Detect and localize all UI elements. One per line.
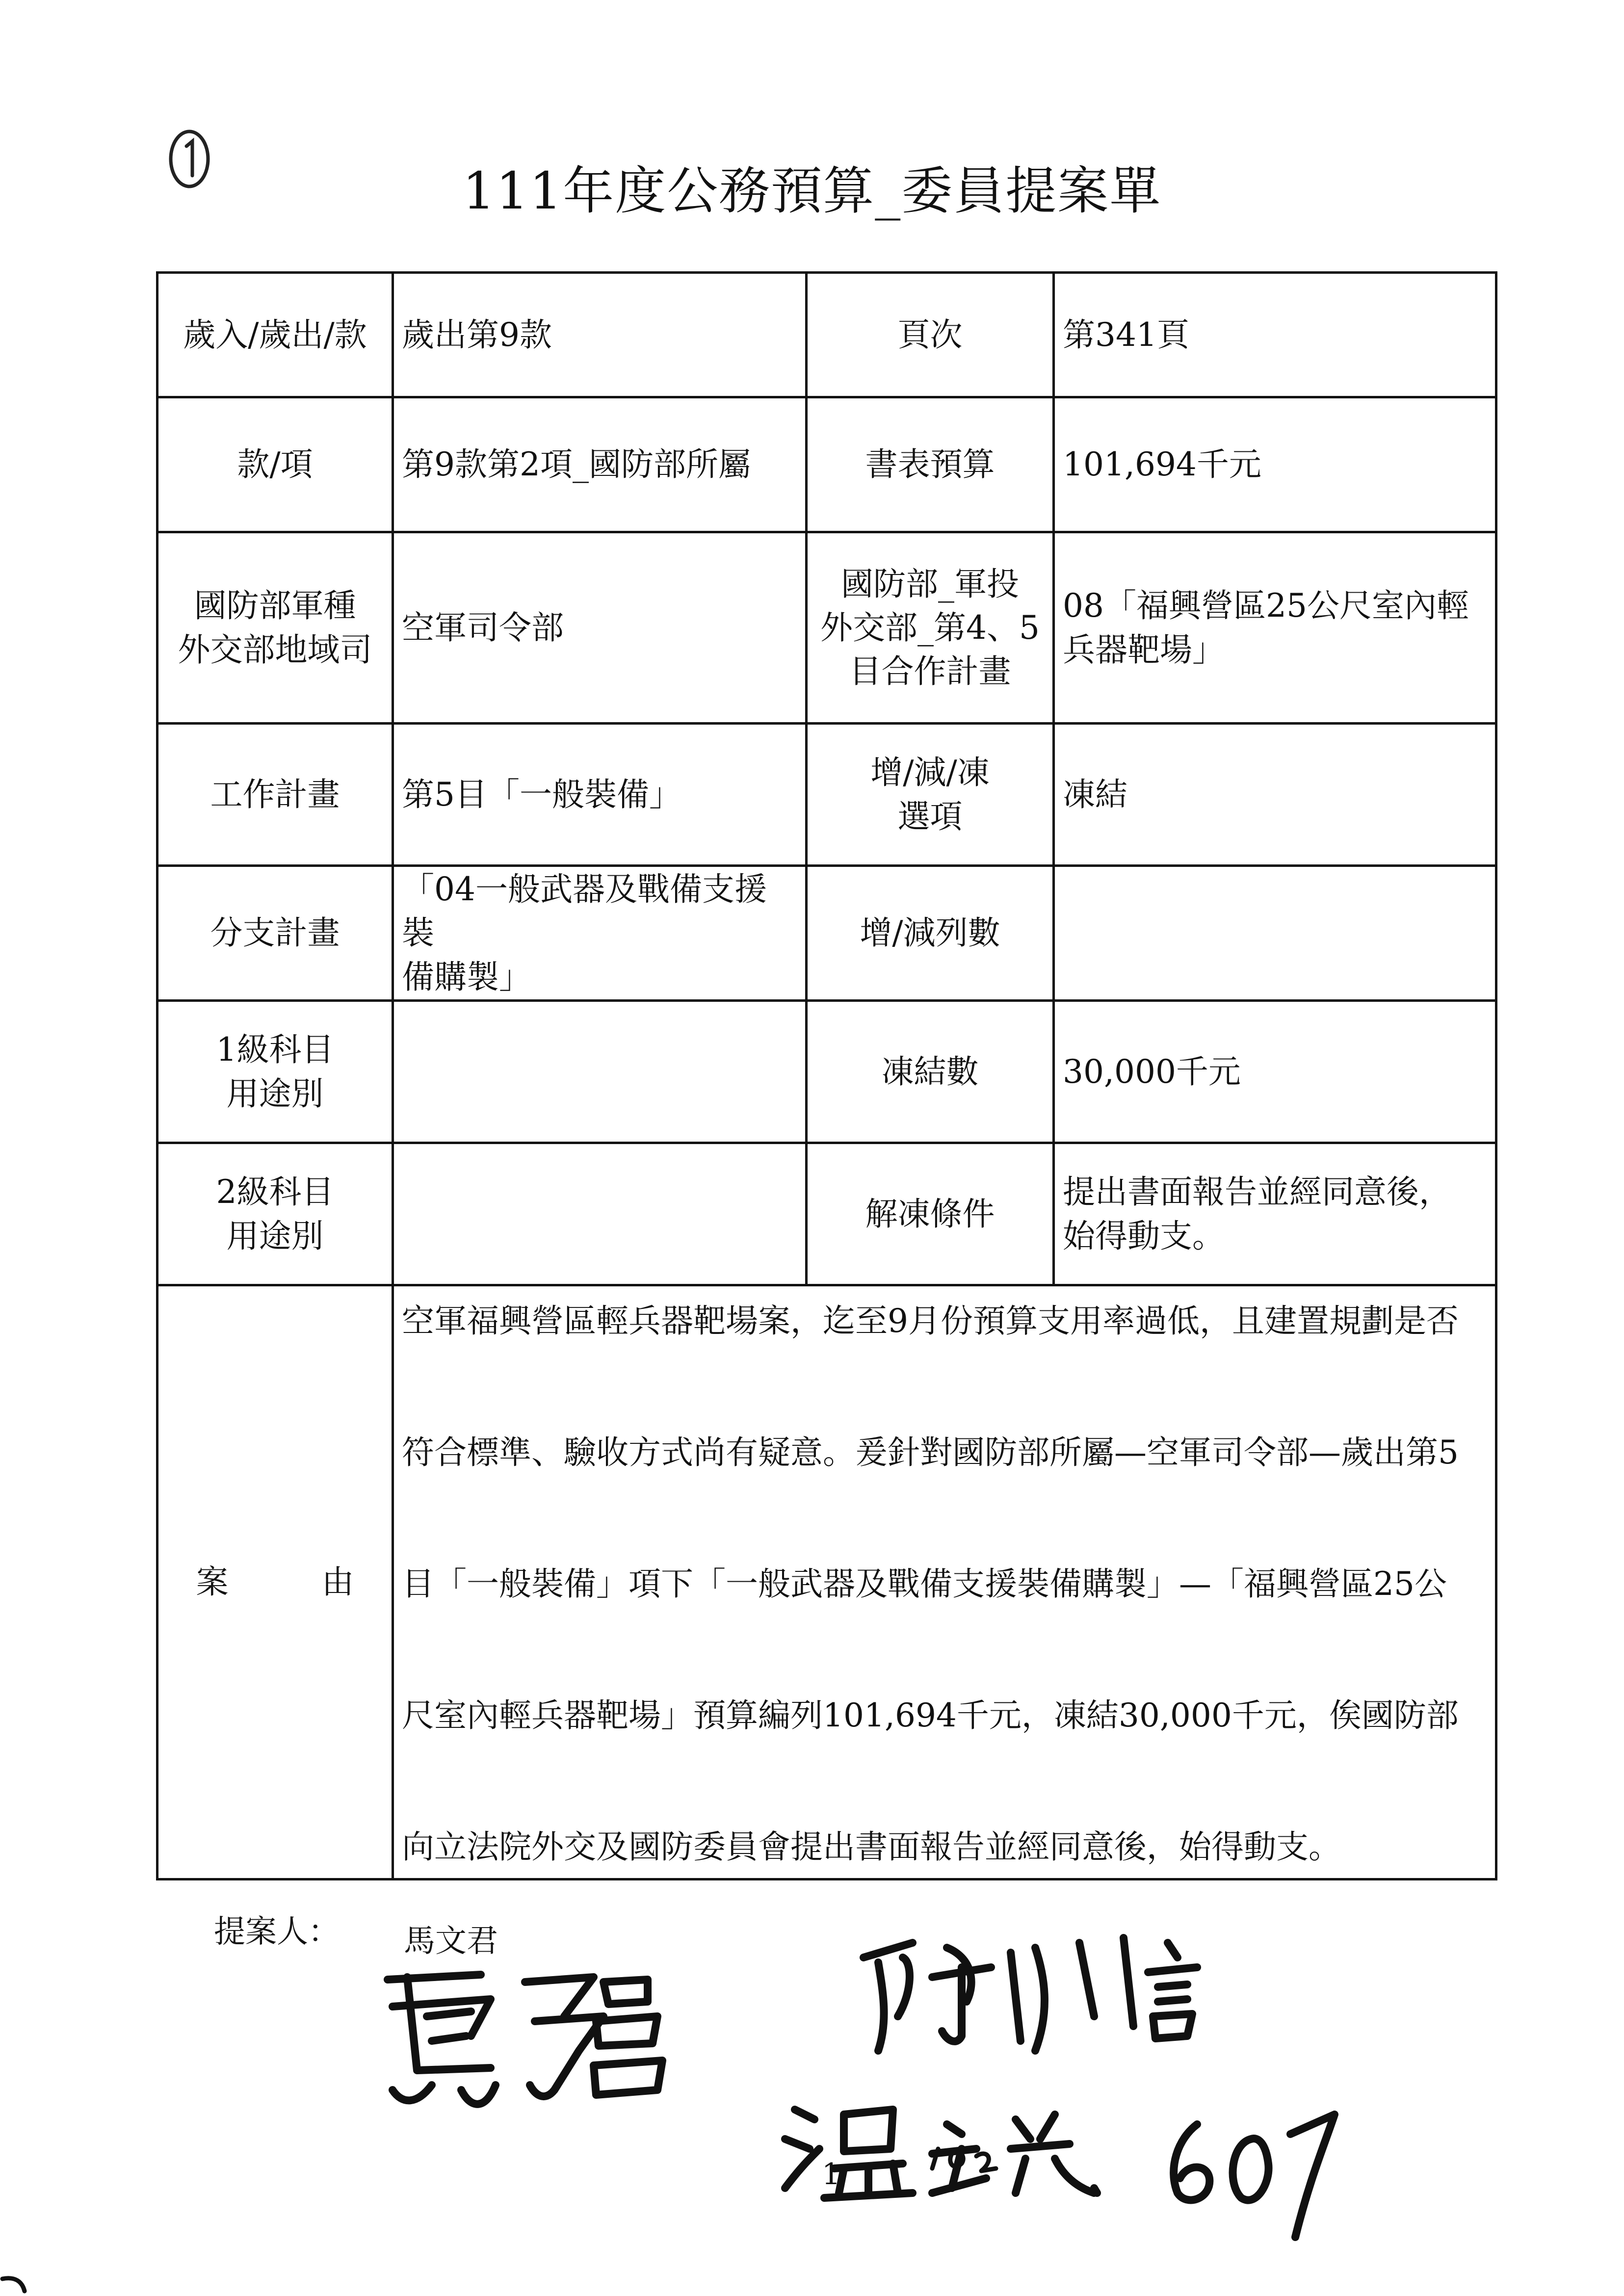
label-item: 款/項 xyxy=(157,397,393,532)
document-title: 111年度公務預算_委員提案單 xyxy=(462,161,1162,221)
label-reason-left: 案 xyxy=(196,1563,229,1601)
form-row-item xyxy=(157,397,1496,532)
reason-line: 向立法院外交及國防委員會提出書面報告並經同意後，始得動支。 xyxy=(402,1828,1341,1866)
reason-line: 尺室內輕兵器靶場」預算編列101,694千元，凍結30,000千元，俟國防部 xyxy=(402,1696,1459,1734)
form-row-reason xyxy=(157,1285,1496,1879)
page-number: 1 xyxy=(822,2157,841,2192)
value-page: 第341頁 xyxy=(1054,273,1496,397)
label-branch-plan: 分支計畫 xyxy=(157,866,393,1001)
label-work-plan: 工作計畫 xyxy=(157,724,393,866)
value-work-plan: 第5目「一般裝備」 xyxy=(393,724,807,866)
label-line: 外交部_第4、5 xyxy=(820,608,1040,647)
corner-mark xyxy=(2,2278,25,2291)
label-level1-subject xyxy=(157,1001,393,1143)
label-line: 外交部地域司 xyxy=(178,630,372,669)
proposal-form-table xyxy=(156,271,1497,1880)
handwritten-number xyxy=(1174,2114,1335,2237)
value-adjust-amount xyxy=(1054,866,1496,1001)
label-adjust-option xyxy=(807,724,1054,866)
reason-line: 符合標準、驗收方式尚有疑意。爰針對國防部所屬—空軍司令部—歲出第5 xyxy=(402,1434,1459,1471)
label-line: 國防部_軍投 xyxy=(841,565,1019,603)
label-page: 頁次 xyxy=(807,273,1054,397)
proposer-name: 馬文君 xyxy=(404,1923,498,1959)
label-line: 2級科目 xyxy=(216,1173,334,1211)
label-line: 選項 xyxy=(897,797,963,835)
label-reason-right: 由 xyxy=(321,1563,354,1601)
form-row-account xyxy=(157,273,1496,397)
label-line: 用途別 xyxy=(226,1074,324,1113)
handwritten-code xyxy=(932,2149,996,2171)
reason-line: 空軍福興營區輕兵器靶場案，迄至9月份預算支用率過低，且建置規劃是否 xyxy=(402,1302,1459,1340)
value-branch-plan xyxy=(393,866,807,1001)
label-unfreeze-condition: 解凍條件 xyxy=(807,1143,1054,1285)
value-budget: 101,694千元 xyxy=(1054,397,1496,532)
label-level2-subject xyxy=(157,1143,393,1285)
label-cooperation-plan xyxy=(807,532,1054,724)
label-line: 國防部軍種 xyxy=(194,587,356,625)
value-cooperation-plan xyxy=(1054,532,1496,724)
value-level2-subject xyxy=(393,1143,807,1285)
form-row-branch-plan xyxy=(157,866,1496,1001)
label-reason xyxy=(157,1285,393,1879)
label-adjust-amount: 增/減列數 xyxy=(807,866,1054,1001)
form-row-work-plan xyxy=(157,724,1496,866)
proposer-label: 提案人： xyxy=(214,1914,340,1950)
value-line: 08「福興營區25公尺室內輕 xyxy=(1063,587,1469,625)
value-military-branch: 空軍司令部 xyxy=(393,532,807,724)
value-adjust-option: 凍結 xyxy=(1054,724,1496,866)
label-line: 1級科目 xyxy=(216,1031,334,1069)
signature-2 xyxy=(864,1938,1197,2051)
label-line: 目合作計畫 xyxy=(849,652,1011,691)
label-line: 增/減/凍 xyxy=(870,754,990,792)
label-budget: 書表預算 xyxy=(807,397,1054,532)
value-expenditure-item: 歲出第9款 xyxy=(393,273,807,397)
label-line: 用途別 xyxy=(226,1217,324,1255)
reason-line: 目「一般裝備」項下「一般武器及戰備支援裝備購製」—「福興營區25公 xyxy=(402,1565,1447,1603)
value-freeze-amount: 30,000千元 xyxy=(1054,1001,1496,1143)
value-line: 備購製」 xyxy=(402,958,531,996)
value-line: 兵器靶場」 xyxy=(1063,630,1225,669)
value-level1-subject xyxy=(393,1001,807,1143)
signature-1 xyxy=(388,1975,662,2104)
value-item: 第9款第2項_國防部所屬 xyxy=(393,397,807,532)
value-line: 「04一般武器及戰備支援裝 xyxy=(402,870,767,952)
label-freeze-amount: 凍結數 xyxy=(807,1001,1054,1143)
reason-text xyxy=(402,1291,1487,1874)
form-row-unit xyxy=(157,532,1496,724)
value-line: 始得動支。 xyxy=(1063,1217,1225,1255)
value-line: 提出書面報告並經同意後， xyxy=(1063,1173,1451,1211)
reason-text-cell xyxy=(393,1285,1496,1879)
label-revenue-expenditure: 歲入/歲出/款 xyxy=(157,273,393,397)
form-row-level1 xyxy=(157,1001,1496,1143)
label-military-branch xyxy=(157,532,393,724)
form-row-level2 xyxy=(157,1143,1496,1285)
value-unfreeze-condition xyxy=(1054,1143,1496,1285)
